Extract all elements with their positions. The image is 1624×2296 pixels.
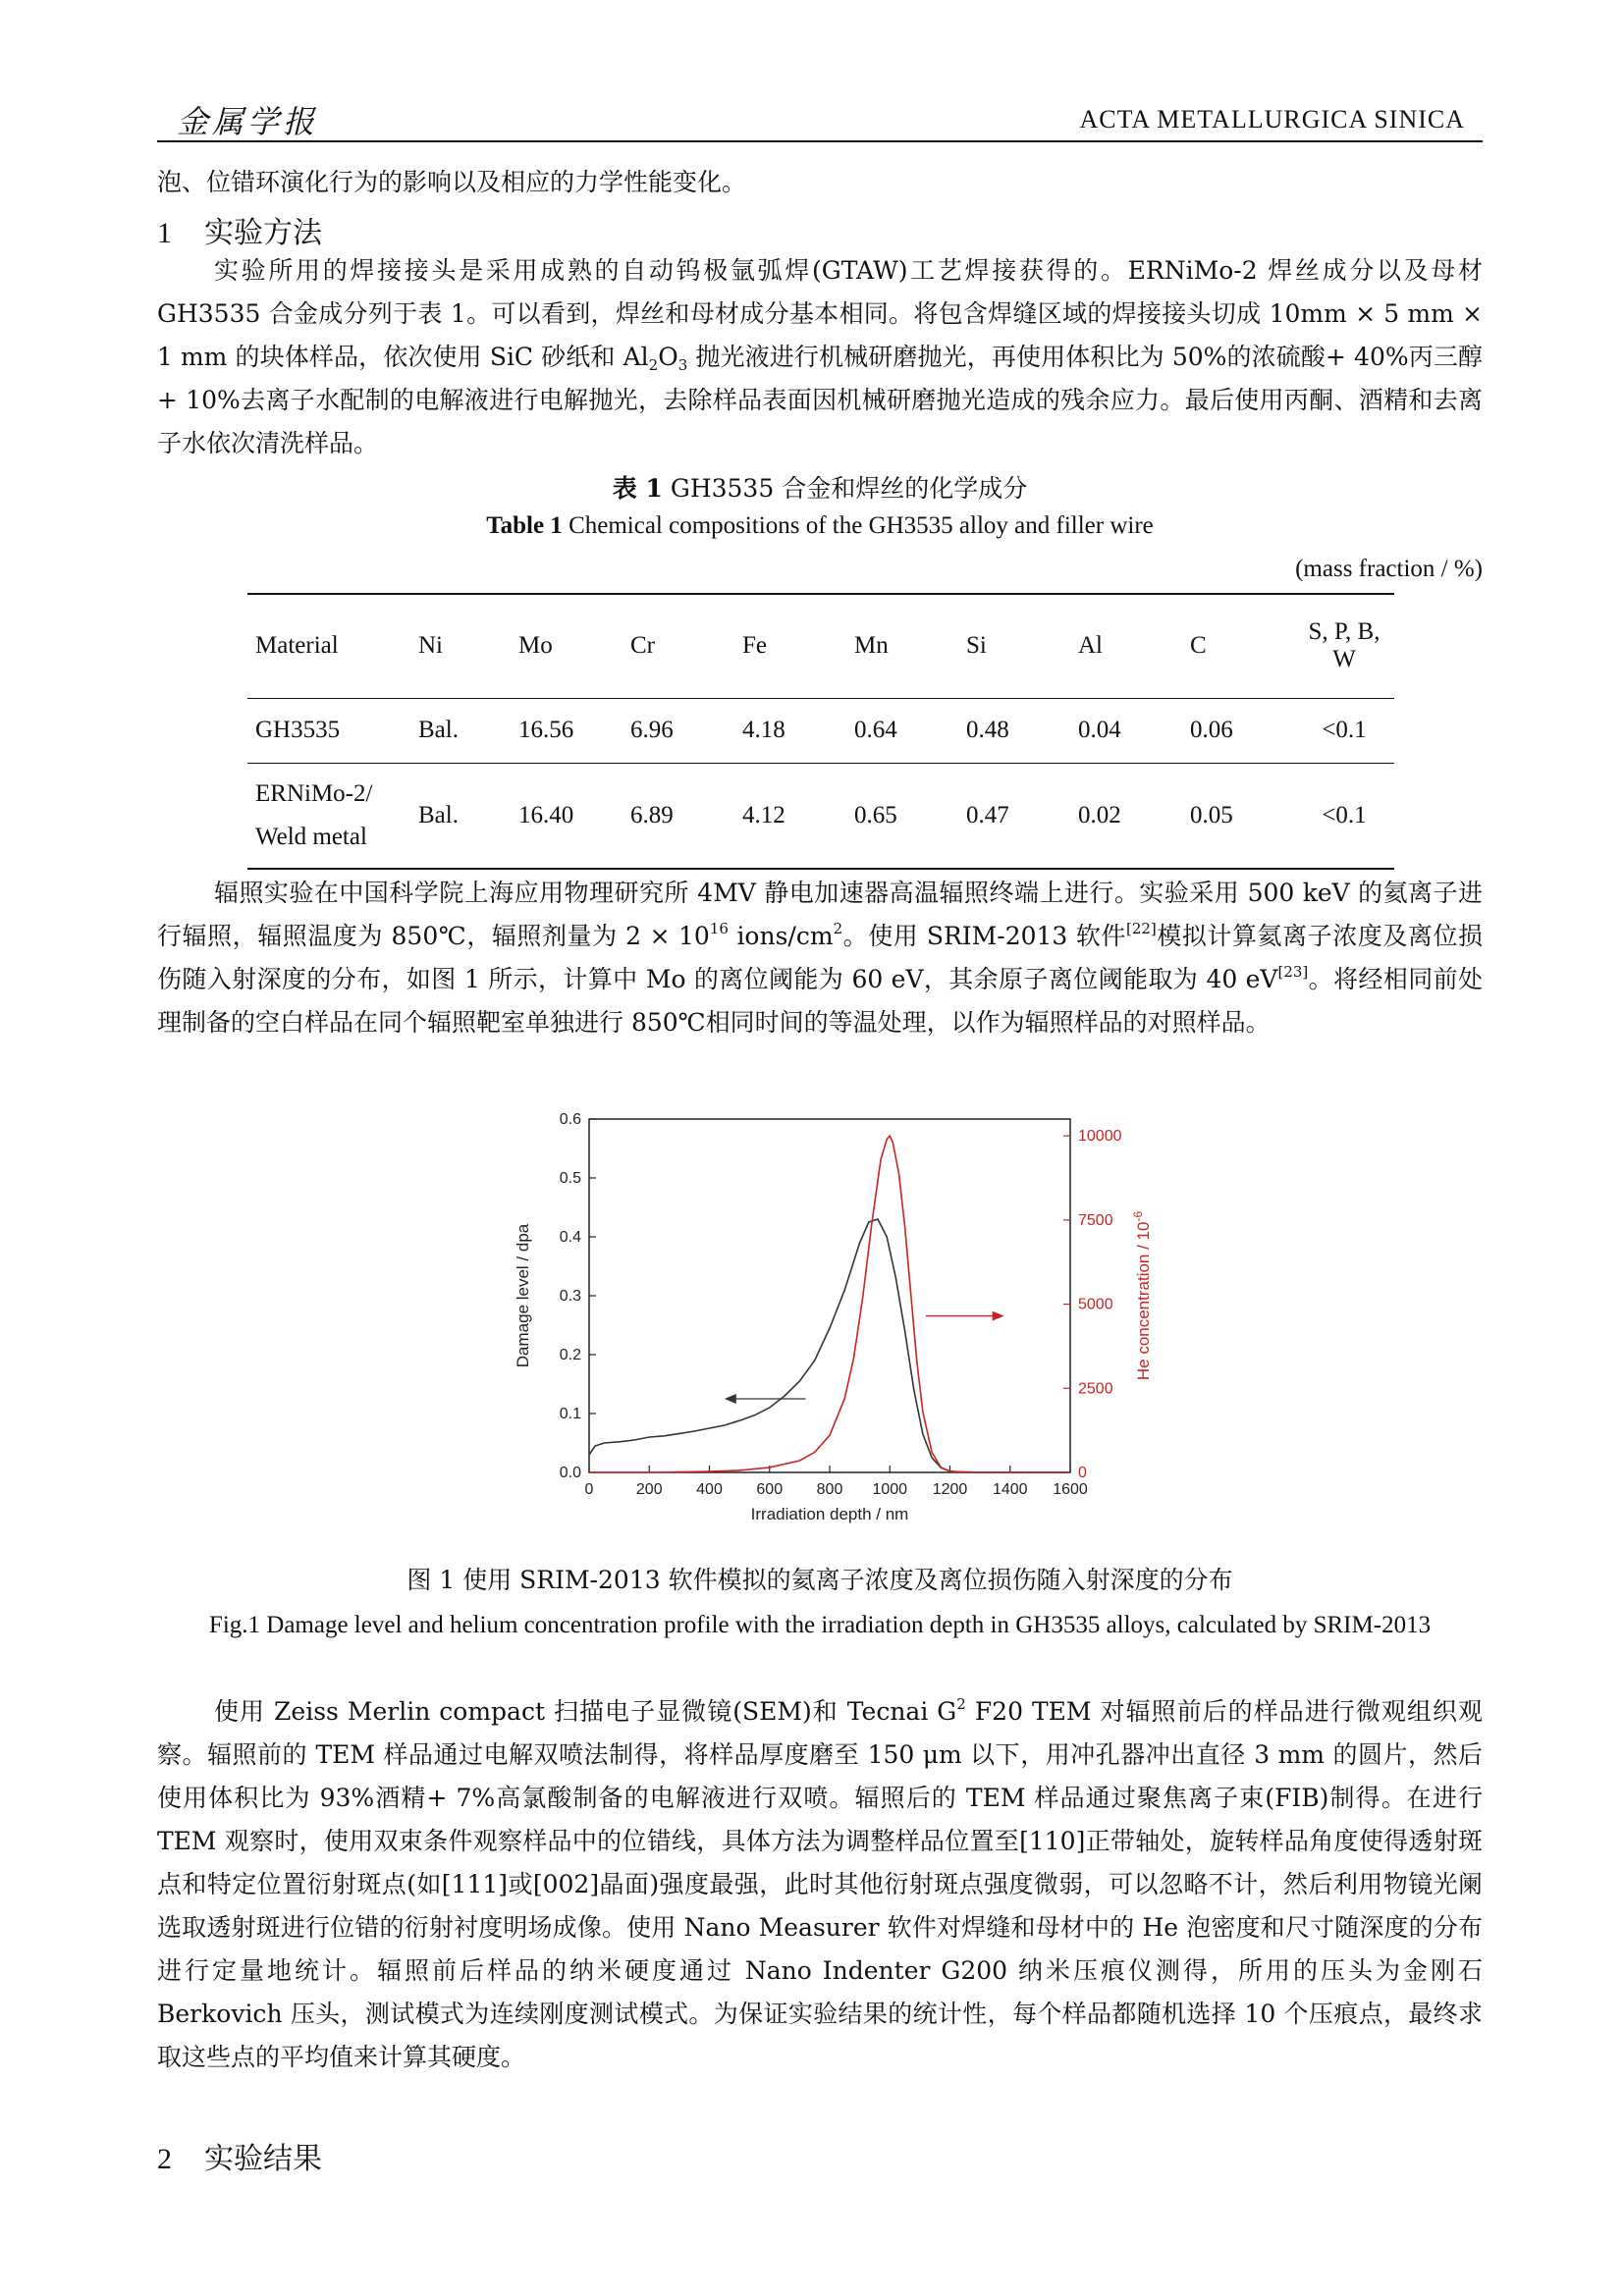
table-header-row [247, 594, 1394, 698]
table-cell: ERNiMo-2/ Weld metal [255, 779, 373, 850]
composition-table [247, 593, 1394, 870]
table-header-cell: Al [1078, 632, 1103, 660]
table-cell: 0.47 [966, 801, 1009, 828]
y-right-axis-label: He concentration / $10^{-6}$ [1131, 1210, 1153, 1381]
table-header-cell: Material [255, 632, 339, 660]
y-tick-label: 0.0 [559, 1465, 581, 1481]
paragraph-intro-end: 泡、位错环演化行为的影响以及相应的力学性能变化。 [157, 168, 747, 196]
table-header-cell: S, P, B, W [1308, 618, 1380, 673]
journal-logo-cn: 金属学报 [177, 103, 319, 140]
paragraph-methods-3: 使用 Zeiss Merlin compact 扫描电子显微镜(SEM)和 Tecnai $G^2$ F20 TEM 对辐照前后的样品进行微观组织观察。辐照前的 TEM 样品通过电解双喷法制得，将样品厚度磨至 150 μm 以下，用冲孔器冲出直径 3 mm 的圆片，然后使用体积比为 93%酒精+ 7%高氯酸制备的电解液进行双喷。辐照后的 TEM 样品通过聚焦离子束(FIB)制得。在进行 TEM 观察时，使用双束条件观察样品中的位错线，具体方法为调整样品位置至[110]正带轴处，旋转样品角度使得透射斑点和特定位置衍射斑点(如[111]或[002]晶面)强度最强，此时其他衍射斑点强度微弱，可以忽略不计，然后利用物镜光阑选取透射斑进行位错的衍射衬度明场成像。使用 Nano Measurer 软件对焊缝和母材中的 He 泡密度和尺寸随深度的分布进行定量地统计。辐照前后样品的纳米硬度通过 Nano Indenter G200 纳米压痕仪测得，所用的压头为金刚石 Berkovich 压头，测试模式为连续刚度测试模式。为保证实验结果的统计性，每个样品都随机选择 10 个压痕点，最终求取这些点的平均值来计算其硬度。 [157, 1695, 1483, 2071]
x-tick-label: 1200 [932, 1481, 968, 1498]
table-cell: <0.1 [1322, 801, 1367, 828]
table-cell: Bal. [418, 801, 459, 828]
table-header-cell: Mo [518, 632, 553, 660]
table-cell: 4.12 [742, 801, 785, 828]
y-tick-label: 0.3 [559, 1288, 581, 1305]
helium-concentration-line [589, 1136, 1070, 1472]
table-cell: 6.89 [630, 801, 674, 828]
damage-axis-arrowhead [725, 1394, 736, 1404]
table-cell: 0.04 [1078, 717, 1121, 743]
table-row [247, 698, 1394, 763]
section-title: 实验结果 [204, 2142, 322, 2176]
table-row [247, 763, 1394, 869]
running-header [157, 93, 1483, 142]
table-cell: 0.48 [966, 717, 1009, 743]
x-tick-label: 200 [635, 1481, 663, 1498]
x-tick-label: 0 [584, 1481, 594, 1498]
x-tick-label: 600 [756, 1481, 784, 1498]
journal-title-en: ACTA METALLURGICA SINICA [1079, 105, 1465, 133]
table-unit: (mass fraction / %) [1295, 556, 1483, 582]
table-header-cell: Mn [854, 632, 889, 660]
paragraph-methods-1: 实验所用的焊接接头是采用成熟的自动钨极氩弧焊(GTAW)工艺焊接获得的。ERNiMo-2 焊丝成分以及母材 GH3535 合金成分列于表 1。可以看到，焊丝和母材成分基本相同。将包含焊缝区域的焊接接头切成 10mm × 5 mm × 1 mm 的块体样品，依次使用 SiC 砂纸和 $Al_2O_3$ 抛光液进行机械研磨抛光，再使用体积比为 50%的浓硫酸+ 40%丙三醇+ 10%去离子水配制的电解液进行电解抛光，去除样品表面因机械研磨抛光造成的残余应力。最后使用丙酮、酒精和去离子水依次清洗样品。 [157, 256, 1483, 457]
section-number: 1 [157, 217, 172, 249]
table-header-cell: C [1190, 632, 1207, 660]
y-right-tick-label: 5000 [1078, 1296, 1113, 1313]
table-header-cell: Fe [742, 632, 767, 660]
table-cell: 0.05 [1190, 801, 1233, 828]
table-cell: 0.65 [854, 801, 897, 828]
table-cell: 6.96 [630, 717, 674, 743]
table-cell: 0.02 [1078, 801, 1121, 828]
y-tick-label: 0.4 [559, 1229, 581, 1246]
x-tick-label: 400 [696, 1481, 723, 1498]
plot-frame [589, 1119, 1070, 1472]
section-heading-results [157, 2134, 322, 2177]
y-axis-label: Damage level / dpa [514, 1223, 532, 1368]
section-number: 2 [157, 2143, 172, 2175]
figure-caption-en: Fig.1 Damage level and helium concentration profile with the irradiation depth in GH3535 alloys, calculated by SRIM-2013 [208, 1612, 1432, 1638]
x-tick-label: 1000 [872, 1481, 908, 1498]
table-header-cell: Ni [418, 632, 443, 660]
y-right-tick-label: 10000 [1078, 1128, 1122, 1146]
y-right-tick-label: 2500 [1078, 1380, 1113, 1398]
y-right-tick-label: 7500 [1078, 1211, 1113, 1229]
helium-axis-arrowhead [993, 1311, 1004, 1321]
table-cell: <0.1 [1322, 717, 1367, 743]
table-cell: 4.18 [742, 717, 785, 743]
table-caption-en: Table 1 Chemical compositions of the GH3535 alloy and filler wire [486, 512, 1154, 539]
section-heading-methods [157, 208, 322, 251]
y-tick-label: 0.2 [559, 1347, 581, 1363]
table-header-cell: Cr [630, 632, 655, 660]
table-cell: GH3535 [255, 717, 341, 743]
x-tick-label: 800 [816, 1481, 843, 1498]
y-tick-label: 0.5 [559, 1170, 581, 1187]
table-cell: Bal. [418, 717, 459, 743]
y-tick-label: 0.6 [559, 1111, 581, 1128]
table-cell: 16.40 [518, 801, 574, 828]
y-tick-label: 0.1 [559, 1406, 581, 1422]
x-tick-label: 1600 [1053, 1481, 1088, 1498]
figure-caption-cn: 图 1 使用 SRIM-2013 软件模拟的氦离子浓度及离位损伤随入射深度的分布 [406, 1566, 1233, 1594]
figure-1-chart [501, 1099, 1153, 1561]
table-cell: 16.56 [518, 717, 574, 743]
table-caption-cn: 表 1 GH3535 合金和焊丝的化学成分 [612, 474, 1028, 503]
paragraph-methods-2: 辐照实验在中国科学院上海应用物理研究所 4MV 静电加速器高温辐照终端上进行。实验采用 500 keV 的氦离子进行辐照，辐照温度为 850℃，辐照剂量为 $2 \times 10^{16}$ ions/$cm^2$。使用 SRIM-2013 软件[22]模拟计算氦离子浓度及离位损伤随入射深度的分布，如图 1 所示，计算中 Mo 的离位阈能为 60 eV，其余原子离位阈能取为 40 eV[23]。将经相同前处理制备的空白样品在同个辐照靶室单独进行 850℃相同时间的等温处理，以作为辐照样品的对照样品。 [157, 879, 1484, 1037]
table-cell: 0.06 [1190, 717, 1233, 743]
y-right-tick-label: 0 [1078, 1465, 1087, 1481]
table-header-cell: Si [966, 632, 987, 660]
table-cell: 0.64 [854, 717, 897, 743]
x-tick-label: 1400 [992, 1481, 1028, 1498]
x-axis-label: Irradiation depth / nm [750, 1505, 909, 1523]
section-title: 实验方法 [204, 216, 322, 250]
